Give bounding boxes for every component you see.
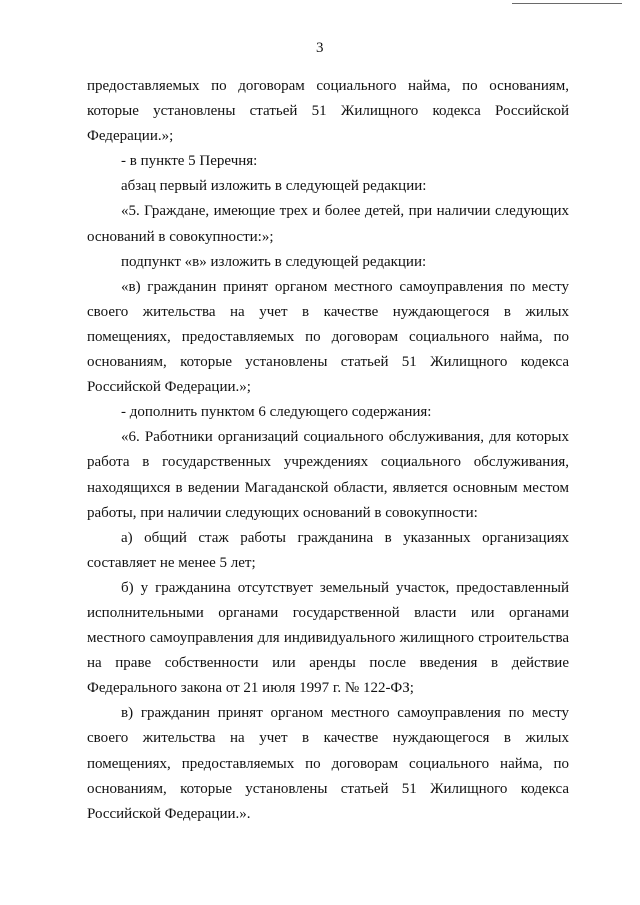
paragraph-subitem-a: а) общий стаж работы гражданина в указанных организациях составляет не менее 5 лет; bbox=[87, 529, 569, 571]
paragraph-subitem-v-heading: подпункт «в» изложить в следующей редакции: bbox=[121, 253, 427, 270]
top-edge-rule bbox=[512, 3, 622, 4]
paragraph-subitem-b: б) у гражданина отсутствует земельный участок, предоставленный исполнительными органами государственной власти или органами местного самоуправления для индивидуального жилищного строительства на праве собственности или аренды после введения в действие Федерального закона от 21 июля 1997 г. № 122-ФЗ; bbox=[87, 579, 569, 697]
page-number: 3 bbox=[316, 40, 324, 56]
paragraph-subitem-v-text: «в) гражданин принят органом местного самоуправления по месту своего жительства на учет в качестве нуждающегося в жилых помещениях, предоставляемых по договорам социального найма, по основаниям, которые установлены статьей 51 Жилищного кодекса Российской Федерации.»; bbox=[87, 278, 569, 396]
paragraph-continuation: предоставляемых по договорам социального найма, по основаниям, которые установлены статьей 51 Жилищного кодекса Российской Федерации.»; bbox=[87, 78, 569, 145]
paragraph-item-5-heading: - в пункте 5 Перечня: bbox=[121, 153, 258, 170]
paragraph-item-6-text: «6. Работники организаций социального обслуживания, для которых работа в государственных учреждениях социального обслуживания, находящихся в ведении Магаданской области, является основным местом работы, при наличии следующих оснований в совокупности: bbox=[87, 429, 569, 521]
document-body bbox=[87, 74, 569, 827]
paragraph-item-5-text: «5. Граждане, имеющие трех и более детей, при наличии следующих оснований в совокупности:»; bbox=[87, 203, 569, 245]
paragraph-first-abzac: абзац первый изложить в следующей редакции: bbox=[121, 178, 427, 195]
paragraph-item-6-heading: - дополнить пунктом 6 следующего содержания: bbox=[121, 404, 432, 421]
paragraph-subitem-v-final: в) гражданин принят органом местного самоуправления по месту своего жительства на учет в качестве нуждающегося в жилых помещениях, предоставляемых по договорам социального найма, по основаниям, которые установлены статьей 51 Жилищного кодекса Российской Федерации.». bbox=[87, 705, 569, 822]
